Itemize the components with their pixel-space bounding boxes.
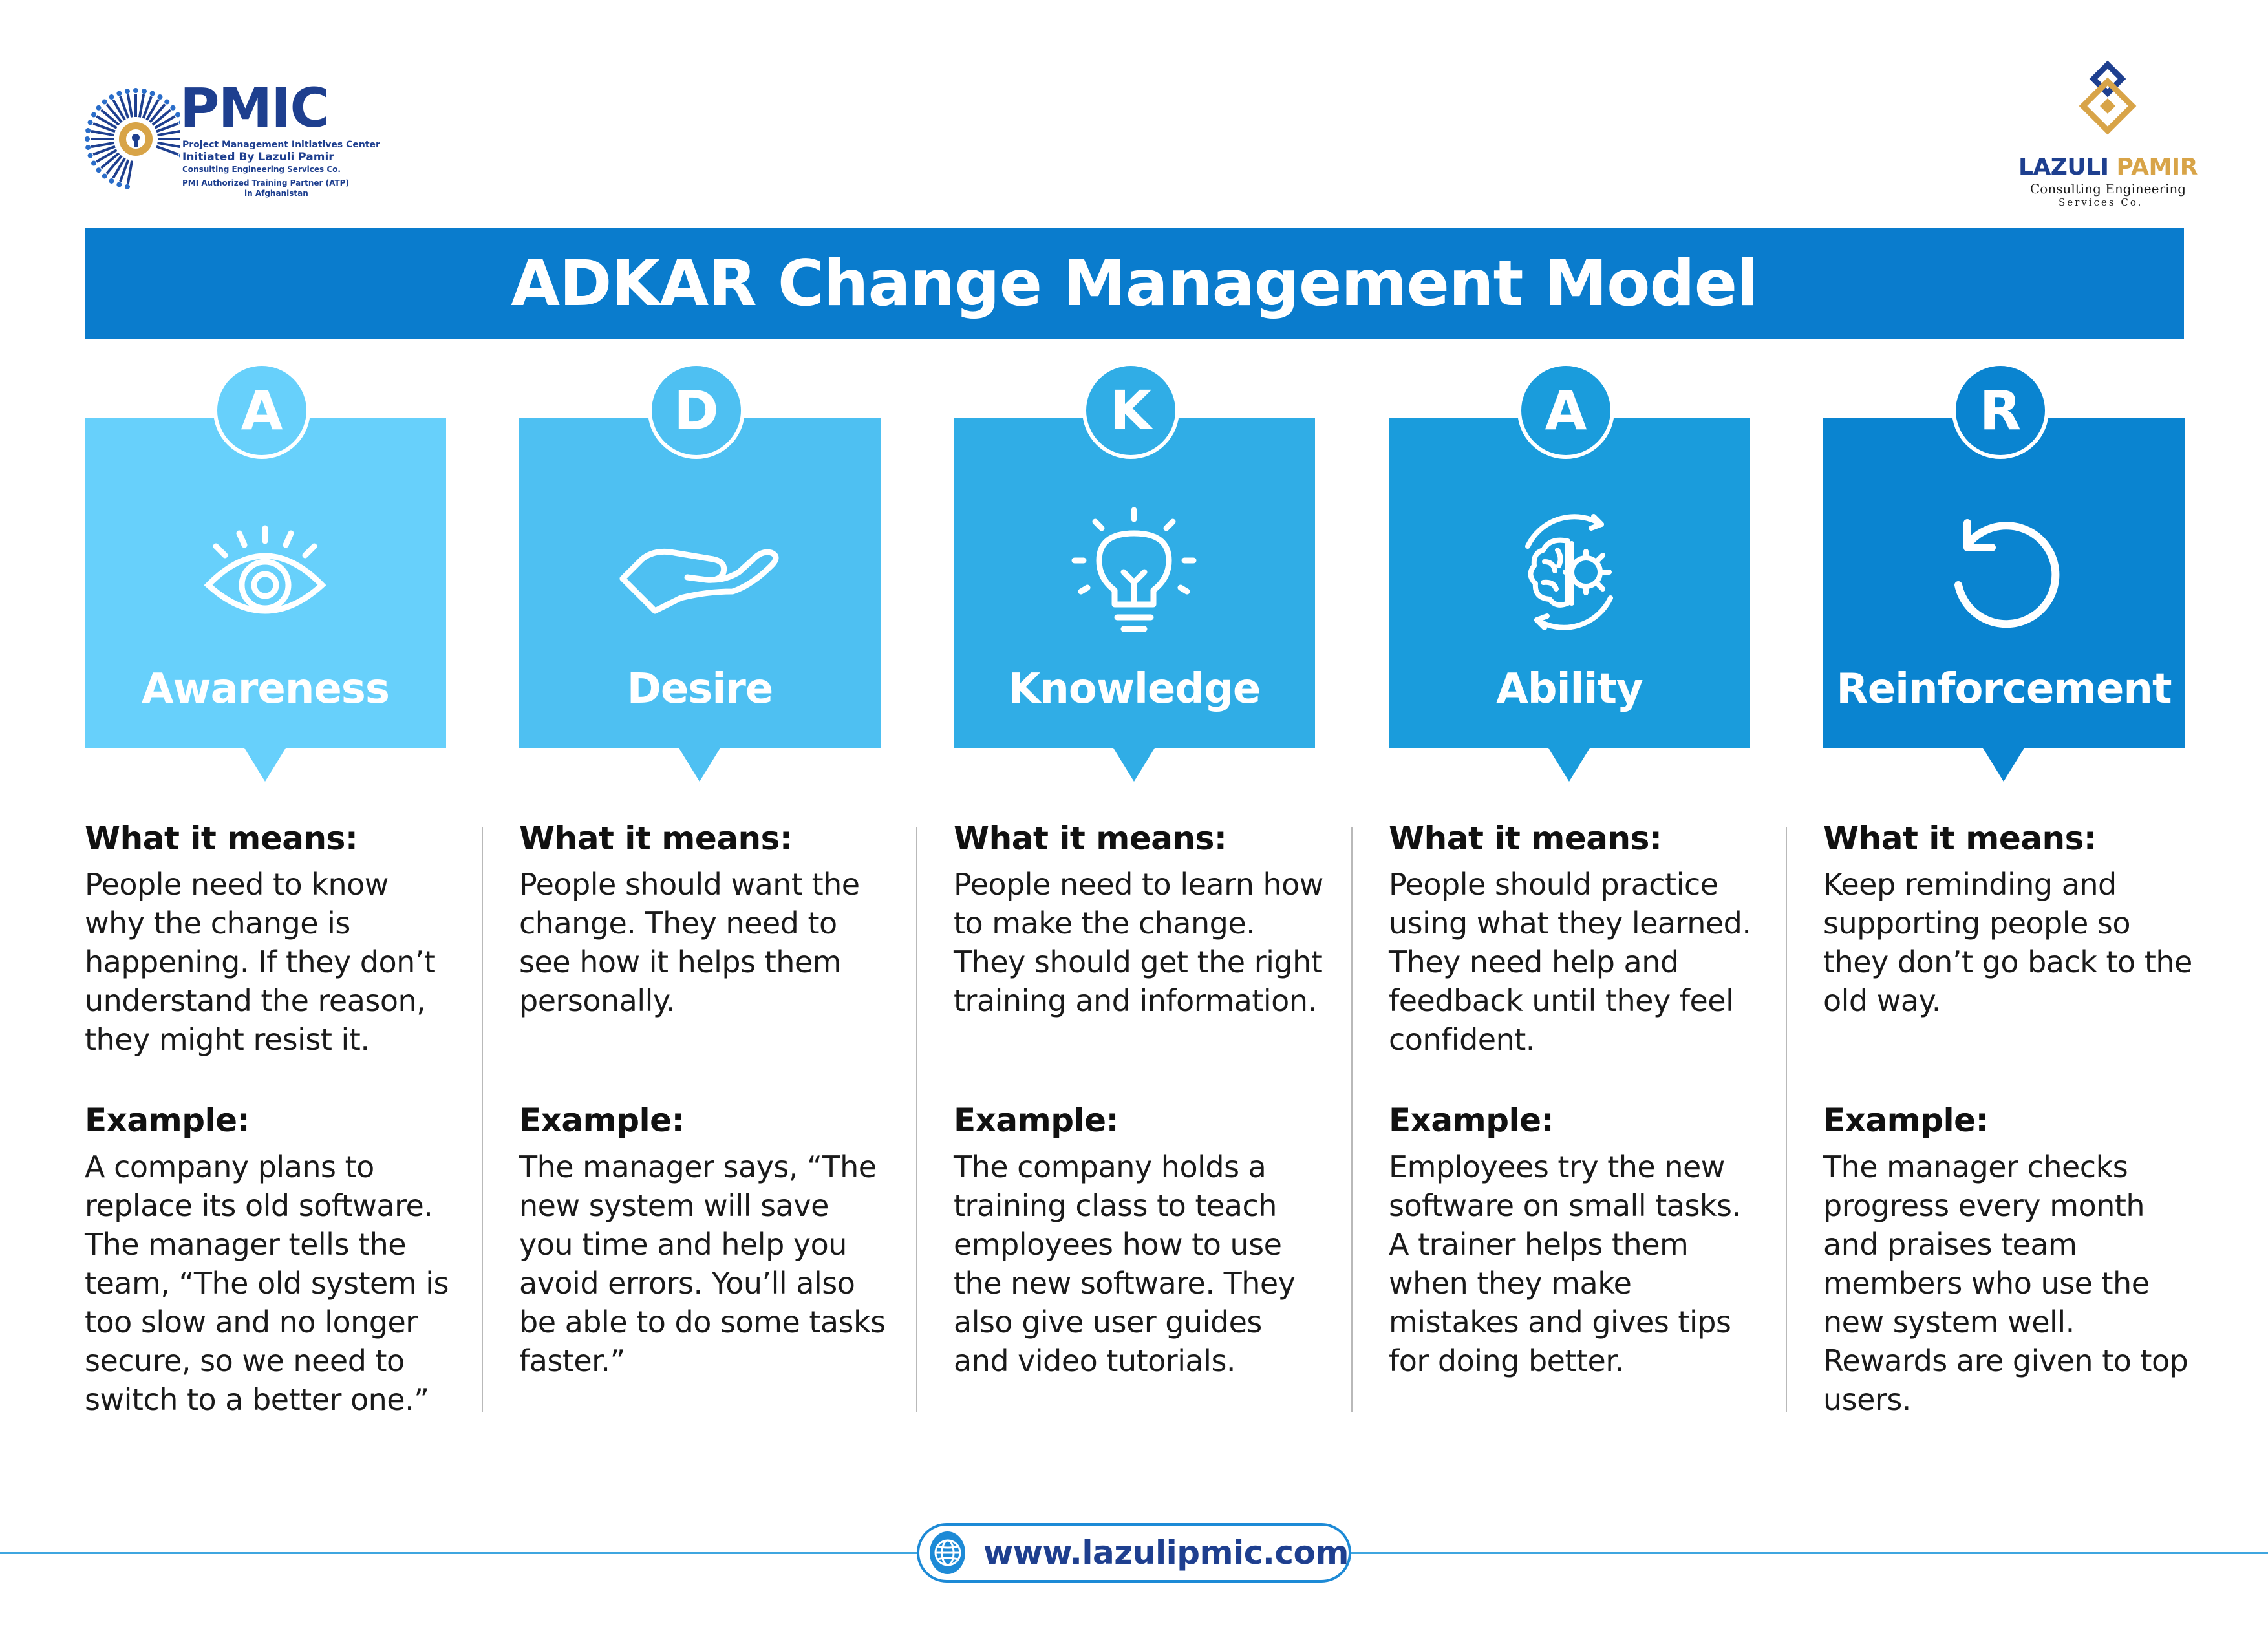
- step-label: Awareness: [142, 665, 389, 713]
- card-pointer: [1983, 748, 2024, 782]
- pmic-sunburst-icon: [83, 78, 180, 200]
- example-heading: Example:: [1389, 1102, 1554, 1139]
- example-text: The manager says, “The new system will save you time and help you avoid errors. You’ll also be able to do some tasks faster.”: [519, 1149, 886, 1378]
- card-pointer: [1548, 748, 1590, 782]
- means-heading: What it means:: [85, 820, 358, 857]
- pamir-name-part: PAMIR: [2116, 154, 2198, 180]
- step-letter-badge: K: [1082, 362, 1179, 459]
- means-text: People need to learn how to make the change. They should get the right training and information.: [954, 867, 1323, 1018]
- step-ability: [1389, 362, 1750, 1461]
- lazuli-pamir-emblem-icon: [2062, 58, 2153, 149]
- means-heading: What it means:: [519, 820, 793, 857]
- example-heading: Example:: [85, 1102, 250, 1139]
- means-heading: What it means:: [1823, 820, 2097, 857]
- lightbulb-icon: [1069, 507, 1199, 637]
- pmic-tagline-1: Project Management Initiatives Center: [182, 140, 380, 150]
- column-divider: [1786, 827, 1787, 1412]
- globe-icon: [930, 1531, 965, 1574]
- column-divider: [1351, 827, 1353, 1412]
- means-text: Keep reminding and supporting people so they don’t go back to the old way.: [1823, 867, 2192, 1018]
- card-pointer: [679, 748, 720, 782]
- lazuli-name-part: LAZULI: [2018, 154, 2109, 180]
- pmic-name: PMIC: [180, 76, 329, 140]
- step-letter-badge: D: [648, 362, 745, 459]
- step-knowledge: [954, 362, 1323, 1461]
- website-link[interactable]: [917, 1523, 1351, 1583]
- example-text: The manager checks progress every month and praises team members who use the new system well. Rewards are given to top users.: [1823, 1149, 2188, 1417]
- brain-gear-icon: [1504, 507, 1634, 637]
- example-text: A company plans to replace its old software. The manager tells the team, “The old system is too slow and no longer secure, so we need to switch to a better one.”: [85, 1149, 449, 1417]
- step-desire: [519, 362, 886, 1461]
- means-text: People need to know why the change is happening. If they don’t understand the reason, they might resist it.: [85, 867, 436, 1057]
- pmic-tagline-4: PMI Authorized Training Partner (ATP): [182, 178, 349, 187]
- pmic-tagline-2: Initiated By Lazuli Pamir: [182, 151, 334, 164]
- example-heading: Example:: [519, 1102, 685, 1139]
- refresh-arrow-icon: [1939, 507, 2068, 637]
- card-pointer: [244, 748, 286, 782]
- example-text: The company holds a training class to teach employees how to use the new software. They also give user guides and video tutorials.: [954, 1149, 1296, 1378]
- column-divider: [482, 827, 483, 1412]
- lazuli-pamir-name: [2018, 154, 2198, 180]
- step-label: Reinforcement: [1836, 665, 2172, 713]
- page-title: ADKAR Change Management Model: [511, 247, 1758, 321]
- website-url[interactable]: www.lazulipmic.com: [983, 1534, 1349, 1572]
- example-heading: Example:: [1823, 1102, 1989, 1139]
- title-banner: [85, 228, 2184, 339]
- step-label: Knowledge: [1008, 665, 1261, 713]
- lazuli-pamir-subtitle-2: Services Co.: [2059, 197, 2143, 208]
- means-text: People should practice using what they learned. They need help and feedback until they feel confident.: [1389, 867, 1751, 1057]
- example-heading: Example:: [954, 1102, 1119, 1139]
- open-hand-icon: [616, 507, 784, 637]
- pmic-logo: [83, 76, 380, 206]
- step-label: Ability: [1496, 665, 1643, 713]
- means-heading: What it means:: [954, 820, 1227, 857]
- eye-icon: [200, 507, 330, 637]
- step-letter-badge: R: [1952, 362, 2049, 459]
- example-text: Employees try the new software on small tasks. A trainer helps them when they make mistakes and gives tips for doing better.: [1389, 1149, 1741, 1378]
- step-reinforcement: [1823, 362, 2192, 1461]
- pmic-tagline-3: Consulting Engineering Services Co.: [182, 165, 341, 174]
- lazuli-pamir-logo: [2011, 58, 2205, 207]
- step-letter-badge: A: [1517, 362, 1614, 459]
- lazuli-pamir-subtitle: Consulting Engineering: [2030, 181, 2187, 197]
- pmic-tagline-5: in Afghanistan: [244, 189, 308, 198]
- step-label: Desire: [626, 665, 773, 713]
- step-letter-badge: A: [213, 362, 310, 459]
- step-awareness: [85, 362, 449, 1461]
- means-heading: What it means:: [1389, 820, 1662, 857]
- card-pointer: [1113, 748, 1155, 782]
- column-divider: [916, 827, 917, 1412]
- means-text: People should want the change. They need to see how it helps them personally.: [519, 867, 860, 1018]
